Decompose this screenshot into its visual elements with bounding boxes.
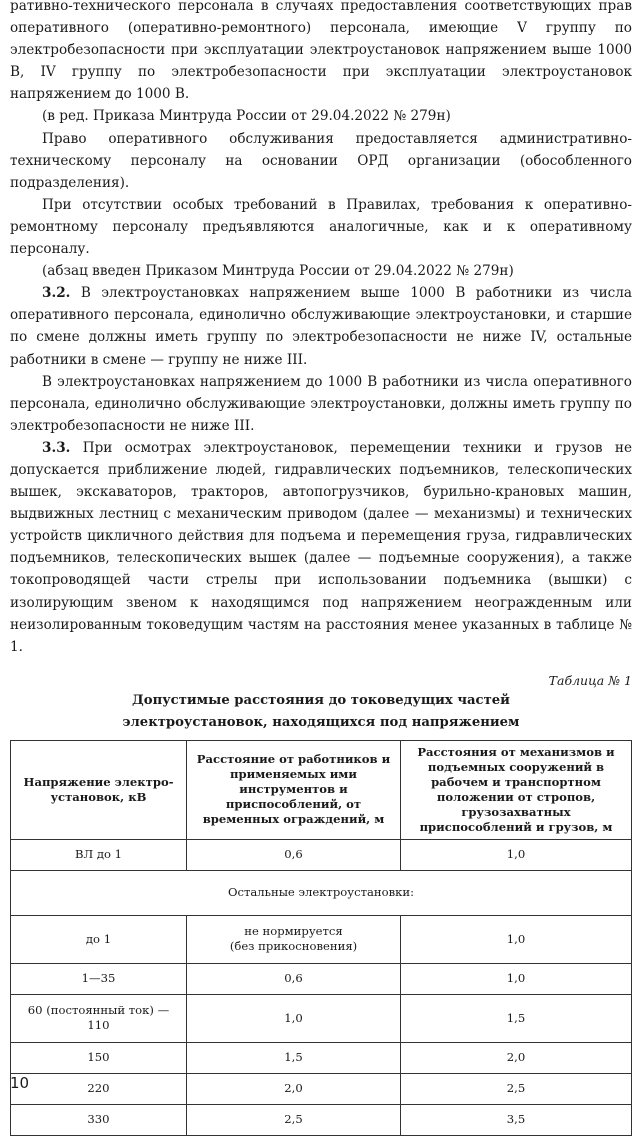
table-row	[11, 915, 632, 963]
distance-table	[10, 740, 632, 1136]
table-cell: ВЛ до 1	[11, 839, 187, 870]
page-number: 10	[10, 1074, 30, 1092]
table-cell: до 1	[11, 915, 187, 963]
clause-text: При осмотрах электроустановок, перемещении техники и грузов не допускается приближение людей, гидравлических подъемников, телескопических вышек, экскаваторов, тракторов, автопогрузчиков, бурильно-крановых машин, выдвижных лестниц с механическим приводом (далее — механизмы) и технических устройств цикличного действия для подъема и перемещения груза, гидравлических подъемников, телескопических вышек (далее — подъемные сооружения), а также токопроводящей части стрелы при использовании подъемника (вышки) с изолирующим звеном к находящимся под напряжением неогражденным или неизолированным токоведущим частям на расстояния менее указанных в таблице № 1.	[10, 439, 632, 655]
table-cell: 60 (постоянный ток) — 110	[11, 994, 187, 1042]
document-page	[10, 0, 632, 1136]
table-cell: 2,0	[401, 1042, 632, 1073]
table-row	[11, 1104, 632, 1135]
clause-number: 3.2.	[42, 285, 71, 302]
table-cell: 2,5	[187, 1104, 401, 1135]
cell-line: (без прикосновения)	[229, 939, 358, 954]
table-cell: 150	[11, 1042, 187, 1073]
cell-line: не нормируется	[244, 924, 343, 939]
table-cell	[187, 915, 401, 963]
table-caption: Таблица № 1	[548, 672, 632, 688]
table-row	[11, 1073, 632, 1104]
table-cell: 1,5	[401, 994, 632, 1042]
paragraph-3-3	[10, 437, 632, 658]
table-cell: 220	[11, 1073, 187, 1104]
table-cell: 1,0	[401, 963, 632, 994]
paragraph: ративно-технического персонала в случаях предоставления соответствующих прав оперативного (оперативно-ремонтного) персонала, имеющие V группу по электробезопасности при эксплуатации электроустановок напряжением выше 1000 В, IV группу по электробезопасности при эксплуатации электроустановок напряжением до 1000 В.	[10, 0, 632, 103]
table-cell: 1,0	[187, 994, 401, 1042]
body-text	[10, 0, 632, 658]
table-title-line: электроустановок, находящихся под напряжением	[122, 714, 520, 730]
table-cell: 1,0	[401, 915, 632, 963]
paragraph: При отсутствии особых требований в Правилах, требования к оперативно-ремонтному персоналу предъявляются аналогичные, как и к оперативному персоналу.	[10, 196, 632, 258]
table-cell: 1,0	[401, 839, 632, 870]
header-voltage: Напряжение электро-установок, кВ	[11, 740, 187, 839]
table-cell: 0,6	[187, 963, 401, 994]
paragraph: (в ред. Приказа Минтруда России от 29.04.2022 № 279н)	[42, 108, 451, 125]
table-row	[11, 963, 632, 994]
paragraph: Право оперативного обслуживания предоставляется административно-техническому персоналу на основании ОРД организации (обособленного подразделения).	[10, 130, 632, 191]
header-mechanisms-distance: Расстояния от механизмов и подъемных сооружений в рабочем и транспортном положении от стропов, грузозахватных приспособлений и грузов, м	[401, 740, 632, 839]
paragraph: (абзац введен Приказом Минтруда России от 29.04.2022 № 279н)	[42, 263, 514, 280]
table-cell: 0,6	[187, 839, 401, 870]
table-row	[11, 994, 632, 1042]
table-title-line: Допустимые расстояния до токоведущих частей	[132, 692, 510, 708]
table-cell: 2,5	[401, 1073, 632, 1104]
table-cell: 3,5	[401, 1104, 632, 1135]
table-span-cell: Остальные электроустановки:	[11, 870, 632, 915]
paragraph-3-2	[10, 282, 632, 370]
table-span-row	[11, 870, 632, 915]
table-cell: 1—35	[11, 963, 187, 994]
header-workers-distance: Расстояние от работников и применяемых ими инструментов и приспособлений, от временных ограждений, м	[187, 740, 401, 839]
table-cell: 330	[11, 1104, 187, 1135]
paragraph: В электроустановках напряжением до 1000 В работники из числа оперативного персонала, единолично обслуживающие электроустановки, должны иметь группу по электробезопасности не ниже III.	[10, 373, 632, 434]
table-cell: 1,5	[187, 1042, 401, 1073]
table-row	[11, 839, 632, 870]
table-title	[10, 690, 632, 734]
table-cell: 2,0	[187, 1073, 401, 1104]
table-header-row	[11, 740, 632, 839]
clause-number: 3.3.	[42, 439, 71, 456]
clause-text: В электроустановках напряжением выше 1000 В работники из числа оперативного персонала, единолично обслуживающие электроустановки, и старшие по смене должны иметь группу по электробезопасности не ниже IV, остальные работники в смене — группу не ниже III.	[10, 285, 632, 368]
table-row	[11, 1042, 632, 1073]
